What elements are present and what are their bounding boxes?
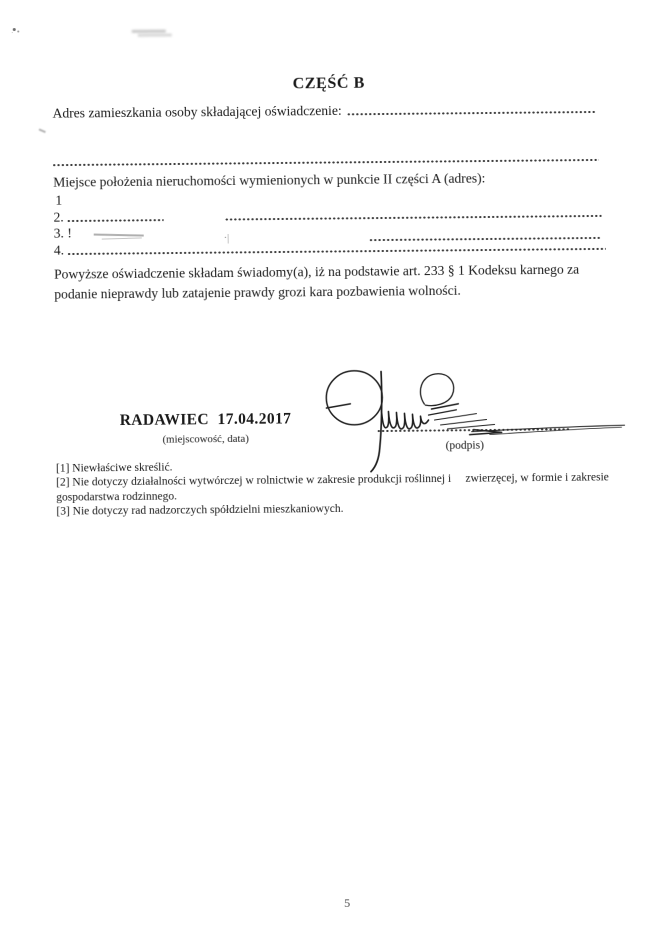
faint-stray-mark: ·| [223, 232, 230, 245]
footnotes-block [56, 456, 651, 519]
place-date-block [94, 410, 316, 446]
place-date-caption: (miejscowość, data) [162, 432, 249, 446]
address-fill-line-2 [53, 158, 599, 166]
scan-speck-artifact [13, 28, 16, 31]
place-date-value: RADAWIEC 17.04.2017 [119, 410, 292, 430]
page-number: 5 [344, 895, 351, 910]
item-2-number: 2. [53, 209, 64, 225]
item-3-number: 3. ! [53, 225, 72, 241]
scan-tick-artifact [39, 128, 46, 133]
section-title: CZĘŚĆ B [292, 74, 365, 93]
scan-smudge-artifact [132, 30, 166, 33]
address-fill-line [348, 110, 597, 115]
item-4-number: 4. [53, 242, 65, 258]
address-label: Adres zamieszkania osoby składającej oświadczenie: [52, 102, 342, 121]
item-2-fill-short [68, 219, 164, 223]
footnote-3: [3] Nie dotyczy rad nadzorczych spółdzielni mieszkaniowych. [56, 503, 344, 518]
item-4-fill-line [68, 247, 606, 255]
footnote-2: [2] Nie dotyczy działalności wytwórczej w rolnictwie w zakresie produkcji roślinnej i zwierzęcej, w formie i zakresie gospodarstwa rodzinnego. [56, 471, 612, 504]
location-item-1: 1 [55, 192, 63, 208]
signature-caption: (podpis) [445, 439, 484, 452]
location-heading: Miejsce położenia nieruchomości wymienionych w punkcie II części A (adres): [53, 170, 486, 190]
address-line [52, 100, 596, 121]
footnote-1: [1] Niewłaściwe skreślić. [55, 461, 173, 475]
declaration-paragraph: Powyższe oświadczenie składam świadomy(a), iż na podstawie art. 233 § 1 Kodeksu karnego za podanie nieprawdy lub zatajenie prawdy grozi kara pozbawienia wolności. [54, 261, 580, 302]
